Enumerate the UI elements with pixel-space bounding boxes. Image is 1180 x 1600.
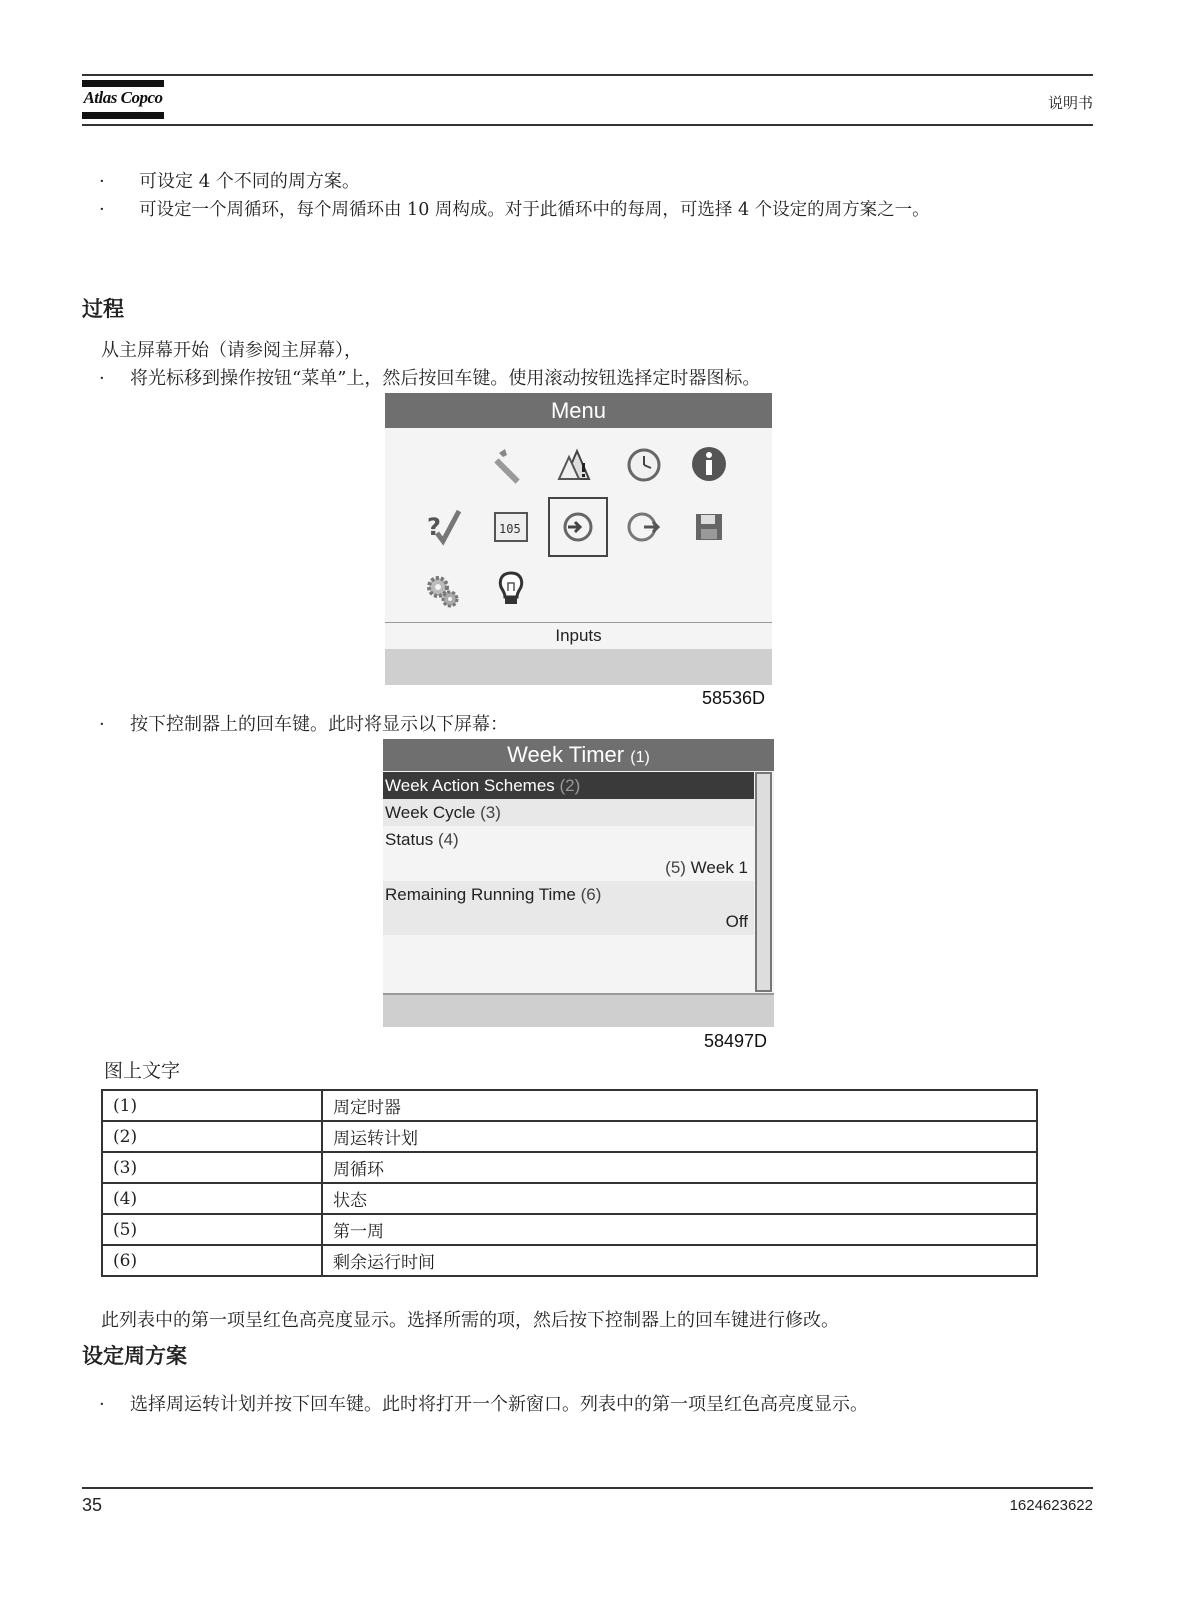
remaining-running-time-label: Remaining Running Time: [385, 885, 576, 904]
status-value-ref: (5): [665, 858, 686, 877]
wrench-icon[interactable]: [491, 445, 531, 485]
counter-icon[interactable]: [491, 507, 531, 547]
menu-footer-bar: [385, 649, 772, 685]
legend-ref: (2): [102, 1121, 322, 1152]
intro-bullet-2: · 可设定一个周循环，每个周循环由 10 周构成。对于此循环中的每周，可选择 4 个设定的周方案之一。: [99, 199, 930, 220]
section-heading-week-schemes: 设定周方案: [82, 1344, 187, 1368]
header-bottom-rule: [82, 124, 1093, 126]
check-help-icon[interactable]: [423, 507, 463, 547]
remaining-running-time-ref: (6): [580, 885, 602, 904]
outputs-icon[interactable]: [624, 507, 664, 547]
info-icon[interactable]: [689, 444, 729, 484]
status-ref: (4): [437, 830, 459, 849]
inputs-icon[interactable]: [558, 507, 598, 547]
lightbulb-icon[interactable]: [491, 569, 531, 609]
procedure-start-text: 从主屏幕开始（请参阅主屏幕），: [101, 340, 362, 361]
procedure-step-1: · 将光标移到操作按钮“菜单”上，然后按回车键。使用滚动按钮选择定时器图标。: [99, 368, 761, 389]
legend-text: 第一周: [322, 1214, 1037, 1245]
week-action-schemes-item[interactable]: [383, 772, 754, 799]
status-value: Week 1: [690, 858, 748, 877]
legend-text: 周运转计划: [322, 1121, 1037, 1152]
legend-ref: (5): [102, 1214, 322, 1245]
legend-ref: (6): [102, 1245, 322, 1276]
week-timer-title-text: Week Timer: [507, 742, 625, 767]
intro-bullet-1-text: 可设定 4 个不同的周方案。: [139, 171, 360, 192]
week-action-schemes-ref: (2): [559, 776, 581, 795]
svg-text:?: ?: [427, 513, 441, 541]
table-row: [102, 1090, 1037, 1121]
intro-bullet-2-text: 可设定一个周循环，每个周循环由 10 周构成。对于此循环中的每周，可选择 4 个设定的周方案之一。: [139, 200, 930, 220]
menu-separator: [385, 622, 772, 623]
gears-icon[interactable]: [423, 571, 463, 611]
legend-ref: (3): [102, 1152, 322, 1183]
status-value-row: [383, 854, 754, 881]
figure-code-menu: 58536D: [702, 688, 766, 708]
logo-bar-top: [82, 80, 164, 87]
legend-ref: (4): [102, 1183, 322, 1214]
status-label: Status: [385, 830, 434, 849]
footer-rule: [82, 1487, 1093, 1489]
document-type: 说明书: [1047, 94, 1093, 112]
svg-text:105: 105: [499, 522, 521, 536]
legend-text: 周循环: [322, 1152, 1037, 1183]
table-row: [102, 1214, 1037, 1245]
logo-bar-bottom: [82, 112, 164, 119]
legend-caption: 图上文字: [104, 1060, 181, 1082]
section2-bullet: · 选择周运转计划并按下回车键。此时将打开一个新窗口。列表中的第一项呈红色高亮度显示。: [99, 1394, 868, 1415]
remaining-running-time-value-row: [383, 908, 754, 935]
document-number: 1624623622: [1009, 1497, 1093, 1514]
clock-icon[interactable]: [624, 445, 664, 485]
week-cycle-ref: (3): [480, 803, 501, 822]
table-row: [102, 1152, 1037, 1183]
procedure-step-1-text: 将光标移到操作按钮“菜单”上，然后按回车键。使用滚动按钮选择定时器图标。: [130, 368, 761, 389]
table-row: [102, 1183, 1037, 1214]
table-row: [102, 1245, 1037, 1276]
procedure-step-2-text: 按下控制器上的回车键。此时将显示以下屏幕：: [130, 714, 508, 735]
legend-table: [101, 1089, 1038, 1277]
header-top-rule: [82, 74, 1093, 76]
legend-text: 剩余运行时间: [322, 1245, 1037, 1276]
legend-text: 周定时器: [322, 1090, 1037, 1121]
intro-bullet-1: · 可设定 4 个不同的周方案。: [99, 171, 360, 192]
week-timer-title: [383, 739, 774, 771]
menu-title: Menu: [385, 393, 772, 428]
legend-text: 状态: [322, 1183, 1037, 1214]
logo-text: Atlas Copco: [83, 88, 163, 107]
menu-selected-label: Inputs: [555, 626, 602, 645]
week-cycle-label: Week Cycle: [385, 803, 476, 822]
week-timer-title-ref: (1): [630, 749, 650, 766]
section2-bullet-text: 选择周运转计划并按下回车键。此时将打开一个新窗口。列表中的第一项呈红色高亮度显示。: [130, 1394, 868, 1415]
warning-triangles-icon[interactable]: [555, 443, 595, 483]
procedure-heading: 过程: [82, 297, 124, 321]
procedure-step-2: · 按下控制器上的回车键。此时将显示以下屏幕：: [99, 714, 508, 735]
week-action-schemes-label: Week Action Schemes: [385, 776, 555, 795]
figure-code-week-timer: 58497D: [704, 1031, 768, 1051]
page-number: 35: [82, 1495, 103, 1515]
menu-screen: [385, 393, 772, 685]
after-legend-text: 此列表中的第一项呈红色高亮度显示。选择所需的项，然后按下控制器上的回车键进行修改。: [101, 1310, 839, 1331]
week-cycle-item[interactable]: [383, 799, 754, 826]
table-row: [102, 1121, 1037, 1152]
status-item[interactable]: [383, 826, 754, 853]
week-timer-footer-bar: [383, 993, 774, 1027]
legend-ref: (1): [102, 1090, 322, 1121]
atlas-copco-logo: [82, 80, 164, 122]
week-timer-screen: [383, 739, 774, 1027]
save-icon[interactable]: [689, 507, 729, 547]
remaining-running-time-item[interactable]: [383, 881, 754, 908]
remaining-running-time-value: Off: [725, 912, 748, 931]
week-timer-scrollbar[interactable]: [755, 772, 772, 992]
